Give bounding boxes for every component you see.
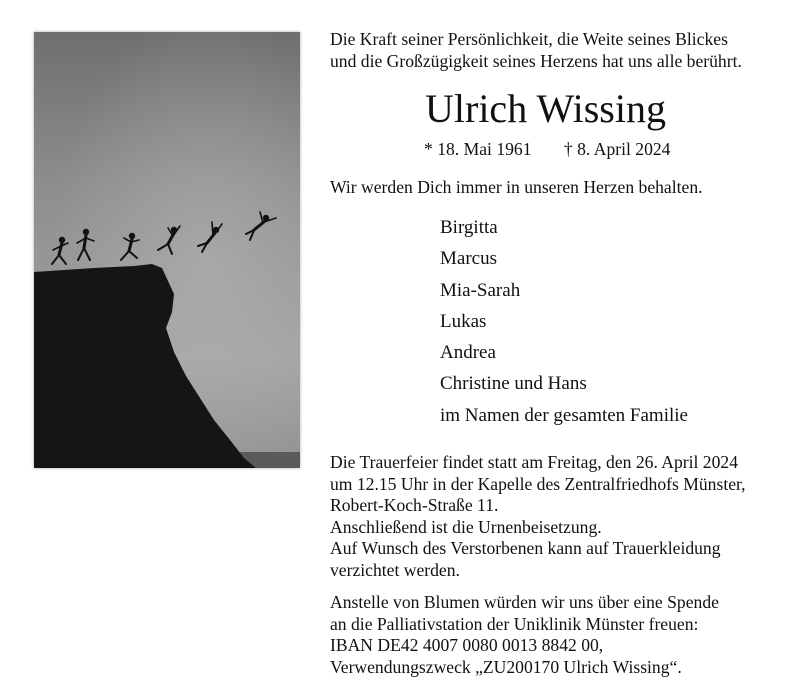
donation-reference: Verwendungszweck „ZU200170 Ulrich Wissing“. xyxy=(330,656,682,677)
mourner-family-line: im Namen der gesamten Familie xyxy=(440,404,688,426)
mourner-name: Christine und Hans xyxy=(440,373,587,395)
mourner-name: Marcus xyxy=(440,248,497,270)
quote-line: und die Großzügigkeit seines Herzens hat uns alle berührt. xyxy=(330,51,742,71)
mourners-list xyxy=(440,212,688,431)
donation-info xyxy=(330,592,719,678)
mourner-name: Birgitta xyxy=(440,217,498,238)
donation-line: an die Palliativstation der Uniklinik Münster freuen: xyxy=(330,613,699,634)
service-line: Anschließend ist die Urnenbeisetzung. xyxy=(330,516,602,537)
service-line: Die Trauerfeier findet statt am Freitag, den 26. April 2024 xyxy=(330,452,738,472)
service-line: Auf Wunsch des Verstorbenen kann auf Trauerkleidung xyxy=(330,538,721,559)
donation-line: Anstelle von Blumen würden wir uns über eine Spende xyxy=(330,592,719,612)
remembrance-line: Wir werden Dich immer in unseren Herzen behalten. xyxy=(330,177,703,197)
mourner-name: Lukas xyxy=(440,310,487,332)
service-line: um 12.15 Uhr in der Kapelle des Zentralfriedhofs Münster, xyxy=(330,473,746,494)
birth-date: * 18. Mai 1961 xyxy=(424,139,532,159)
cliff-jumpers-photo-icon xyxy=(34,32,300,468)
deceased-name: Ulrich Wissing xyxy=(425,86,666,131)
service-line: Robert-Koch-Straße 11. xyxy=(330,495,499,516)
memorial-photo xyxy=(34,32,300,468)
quote-line: Die Kraft seiner Persönlichkeit, die Weite seines Blickes xyxy=(330,29,728,49)
donation-iban: IBAN DE42 4007 0080 0013 8842 00, xyxy=(330,635,604,656)
service-line: verzichtet werden. xyxy=(330,559,460,580)
funeral-service-info xyxy=(330,452,746,582)
mourner-name: Andrea xyxy=(440,342,496,364)
memorial-quote xyxy=(330,28,742,72)
mourner-name: Mia-Sarah xyxy=(440,279,521,301)
death-date: † 8. April 2024 xyxy=(563,139,671,159)
life-dates xyxy=(424,138,670,160)
